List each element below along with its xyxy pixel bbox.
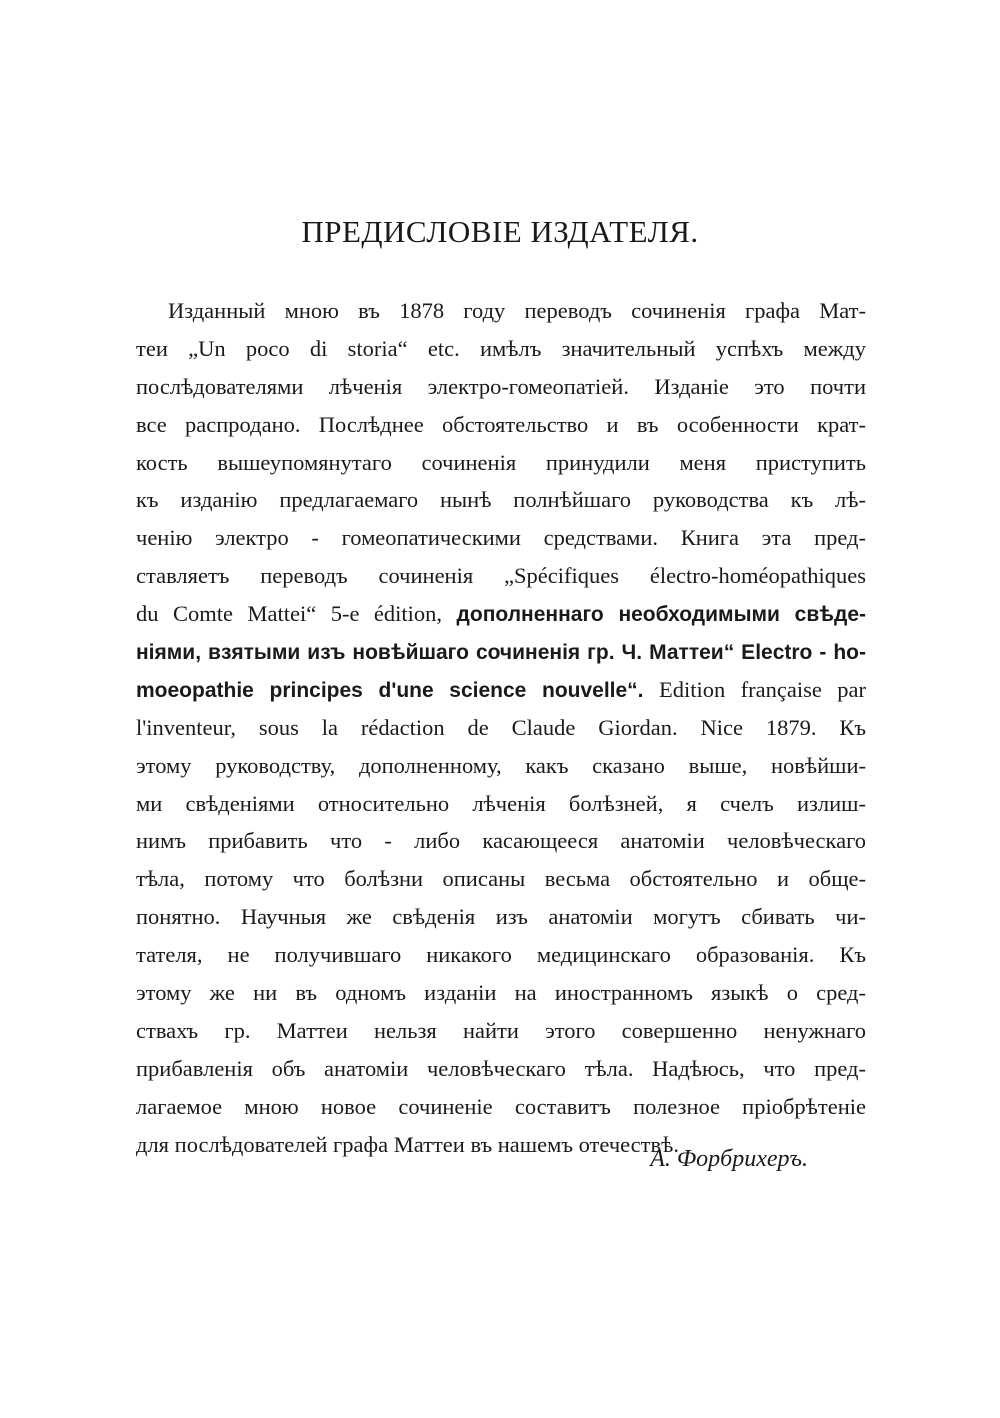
text-line: ченію электро - гомеопатическими средствами. Книга эта пред- bbox=[136, 525, 866, 551]
text-line: для послѣдователей графа Маттеи въ нашемъ отечествѣ. bbox=[136, 1131, 679, 1157]
text-line: къ изданію предлагаемаго нынѣ полнѣйшаго руководства къ лѣ- bbox=[136, 487, 866, 513]
text-segment: du Comte Mattei“ 5-e édition, bbox=[136, 601, 443, 627]
text-segment: Edition française par bbox=[658, 676, 866, 702]
text-line: этому руководству, дополненному, какъ сказано выше, новѣйши- bbox=[136, 752, 866, 778]
text-line bbox=[136, 595, 866, 633]
text-line: ми свѣденіями относительно лѣченія болѣзней, я счелъ излиш- bbox=[136, 790, 866, 816]
text-line: прибавленія объ анатоміи человѣческаго тѣла. Надѣюсь, что пред- bbox=[136, 1055, 866, 1081]
text-line: лагаемое мною новое сочиненіе составитъ полезное пріобрѣтеніе bbox=[136, 1093, 866, 1119]
text-line: Изданный мною въ 1878 году переводъ сочиненія графа Мат- bbox=[168, 298, 866, 323]
text-line: все распродано. Послѣднее обстоятельство и въ особенности крат- bbox=[136, 411, 866, 437]
text-line: этому же ни въ одномъ изданіи на иностранномъ языкѣ о сред- bbox=[136, 980, 866, 1006]
preface-body bbox=[136, 292, 866, 1163]
text-line: нимъ прибавить что - либо касающееся анатоміи человѣческаго bbox=[136, 828, 866, 854]
text-line bbox=[136, 671, 866, 709]
text-line: ствахъ гр. Маттеи нельзя найти этого совершенно ненужнаго bbox=[136, 1017, 866, 1043]
text-line: ставляетъ переводъ сочиненія „Spécifiques électro-homéopathiques bbox=[136, 563, 866, 589]
text-line: понятно. Научныя же свѣденія изъ анатоміи могутъ сбивать чи- bbox=[136, 904, 866, 930]
text-line bbox=[136, 633, 866, 671]
text-line: кость вышеупомянутаго сочиненія принудили меня приступить bbox=[136, 449, 866, 475]
page-title: ПРЕДИСЛОВІЕ ИЗДАТЕЛЯ. bbox=[301, 214, 699, 249]
text-line: l'inventeur, sous la rédaction de Claude Giordan. Nice 1879. Къ bbox=[136, 714, 866, 740]
text-line: тѣла, потому что болѣзни описаны весьма обстоятельно и обще- bbox=[136, 866, 866, 892]
text-line: теи „Un poco di storia“ etc. имѣлъ значительный успѣхъ между bbox=[136, 335, 866, 361]
author-signature: А. Форбрихеръ. bbox=[650, 1146, 808, 1172]
text-line: послѣдователями лѣченія электро-гомеопатіей. Изданіе это почти bbox=[136, 373, 866, 399]
bold-text-segment: ніями, взятыми изъ новѣйшаго сочиненія гр. Ч. Маттеи“ Electro - ho- bbox=[136, 641, 866, 665]
text-line: тателя, не получившаго никакого медицинскаго образованія. Къ bbox=[136, 942, 866, 968]
bold-text-segment: moeopathie principes d'une science nouvelle“. bbox=[136, 678, 644, 702]
bold-text-segment: дополненнаго необходимыми свѣде- bbox=[456, 603, 866, 627]
